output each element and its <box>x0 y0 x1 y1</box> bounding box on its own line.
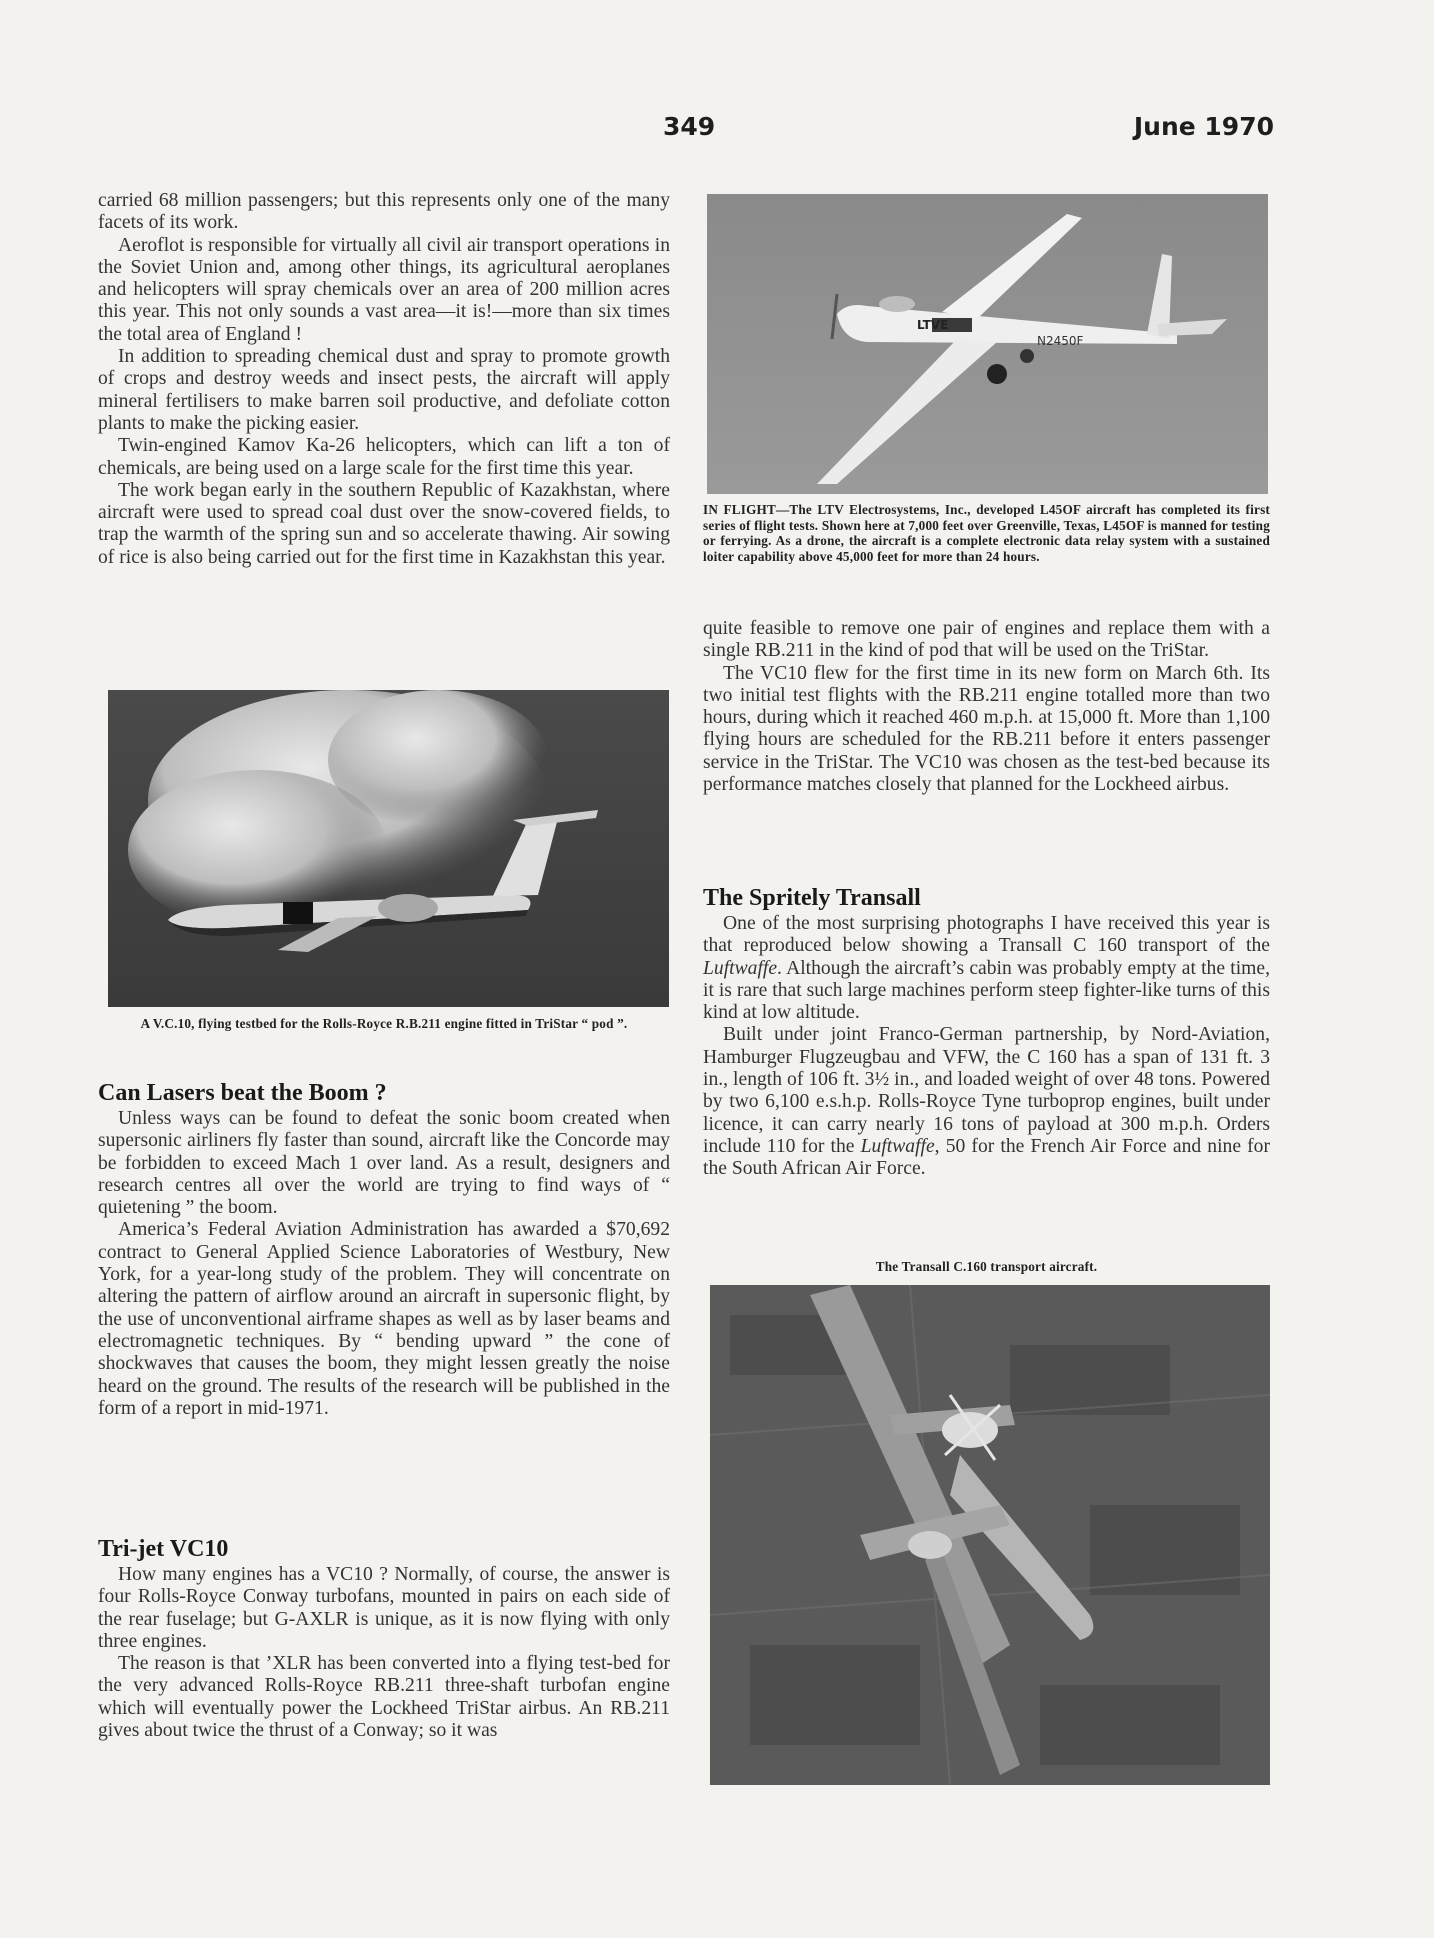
ltv-aircraft-photo <box>707 194 1268 494</box>
ltv-caption: IN FLIGHT—The LTV Electrosystems, Inc., developed L45OF aircraft has completed its first series of flight tests. Shown here at 7,000 feet over Greenville, Texas, L45OF is manned for testing or ferrying. As a drone, the aircraft is a complete electronic data relay system with a sustained loiter capability above 45,000 feet for more than 24 hours. <box>703 502 1270 564</box>
paragraph: Unless ways can be found to defeat the sonic boom created when supersonic airliners fly faster than sound, aircraft like the Concorde may be forbidden to exceed Mach 1 over land. As a result, designers and research centres all over the world are trying to find ways of “ quietening ” the boom. <box>98 1108 670 1219</box>
transall-section <box>703 883 1270 1181</box>
ltv-aircraft-illustration <box>707 194 1268 494</box>
issue-date: June 1970 <box>1133 112 1274 141</box>
page-number: 349 <box>663 112 716 141</box>
transall-aircraft-illustration <box>710 1285 1270 1785</box>
paragraph <box>703 913 1270 1024</box>
section-heading: Can Lasers beat the Boom ? <box>98 1080 387 1106</box>
paragraph: Aeroflot is responsible for virtually all civil air transport operations in the Soviet Union and, among other things, its agricultural aeroplanes and helicopters will spray chemicals over an area of 200 million acres this year. This not only sounds a vast area—it is!—more than six times the total area of England ! <box>98 234 670 345</box>
text-run: Built under joint Franco-German partnership, by Nord-Aviation, Hamburger Flugzeugbau and VFW, the C 160 has a span of 131 ft. 3 in., length of 106 ft. 3½ in., and loaded weight of over 48 tons. Powered by two 6,100 e.s.h.p. Rolls-Royce Tyne turboprop engines, built under licence, it can carry nearly 16 tons of payload at 300 m.p.h. Orders include 110 for the <box>703 1024 1270 1157</box>
tail-marking: N2450F <box>1037 334 1084 348</box>
vc10-photo <box>108 690 669 1007</box>
paragraph: America’s Federal Aviation Administration has awarded a $70,692 contract to General Applied Science Laboratories of Westbury, New York, for a year-long study of the problem. They will concentrate on altering the pattern of airflow around an aircraft in supersonic flight, by the use of unconventional airframe shapes as well as by laser beams and electromagnetic techniques. By “ bending upward ” the cone of shockwaves that causes the boom, they might lessen greatly the noise heard on the ground. The results of the research will be published in the form of a report in mid-1971. <box>98 1219 670 1419</box>
lasers-section <box>98 1078 670 1420</box>
paragraph: In addition to spreading chemical dust and spray to promote growth of crops and destroy weeds and insect pests, the aircraft will apply mineral fertilisers to make barren soil productive, and defoliate cotton plants to make the picking easier. <box>98 346 670 434</box>
vc10-aircraft-illustration <box>108 690 669 1007</box>
section-heading: Tri-jet VC10 <box>98 1536 229 1562</box>
paragraph: quite feasible to remove one pair of engines and replace them with a single RB.211 in the kind of pod that will be used on the TriStar. <box>703 618 1270 662</box>
transall-caption: The Transall C.160 transport aircraft. <box>875 1259 1098 1274</box>
trijet-section <box>98 1534 670 1742</box>
emphasis: Luftwaffe <box>703 957 778 979</box>
paragraph: carried 68 million passengers; but this represents only one of the many facets of its work. <box>98 190 670 234</box>
paragraph: The work began early in the southern Republic of Kazakhstan, where aircraft were used to spread coal dust over the snow-covered fields, to trap the warmth of the spring sun and so accelerate thawing. Air sowing of rice is also being carried out for the first time in Kazakhstan this year. <box>98 479 670 568</box>
paragraph: The VC10 flew for the first time in its new form on March 6th. Its two initial test flights with the RB.211 engine totalled more than two hours, during which it reached 460 m.p.h. at 15,000 ft. More than 1,100 flying hours are scheduled for the RB.211 before it enters passenger service in the TriStar. The VC10 was chosen as the test-bed because its performance matches closely that planned for the Lockheed airbus. <box>703 662 1270 796</box>
fuselage-marking: LTVE <box>917 318 949 332</box>
page-header <box>0 112 1434 148</box>
text-run: , 50 for the French Air Force and nine for the South African Air Force. <box>703 1135 1270 1180</box>
vc10-caption: A V.C.10, flying testbed for the Rolls-Royce R.B.211 engine fitted in TriStar “ pod ”. <box>140 1016 628 1031</box>
text-run: One of the most surprising photographs I have received this year is that reproduced below showing a Transall C 160 transport of the <box>703 913 1270 957</box>
section-heading: The Spritely Transall <box>703 885 921 911</box>
paragraph: Twin-engined Kamov Ka-26 helicopters, which can lift a ton of chemicals, are being used on a large scale for the first time this year. <box>98 435 670 479</box>
emphasis: Luftwaffe <box>860 1135 935 1157</box>
paragraph: How many engines has a VC10 ? Normally, of course, the answer is four Rolls-Royce Conway turbofans, mounted in pairs on each side of the rear fuselage; but G-AXLR is unique, as it is now flying with only three engines. <box>98 1564 670 1652</box>
vc10-continued <box>703 618 1270 796</box>
left-column <box>98 190 670 569</box>
text-run: . Although the aircraft’s cabin was probably empty at the time, it is rare that such large machines perform steep fighter-like turns of this kind at low altitude. <box>703 957 1270 1024</box>
paragraph <box>703 1024 1270 1180</box>
paragraph: The reason is that ’XLR has been converted into a flying test-bed for the very advanced Rolls-Royce RB.211 three-shaft turbofan engine which will eventually power the Lockheed TriStar airbus. An RB.211 gives about twice the thrust of a Conway; so it was <box>98 1653 670 1742</box>
transall-photo <box>710 1285 1270 1785</box>
